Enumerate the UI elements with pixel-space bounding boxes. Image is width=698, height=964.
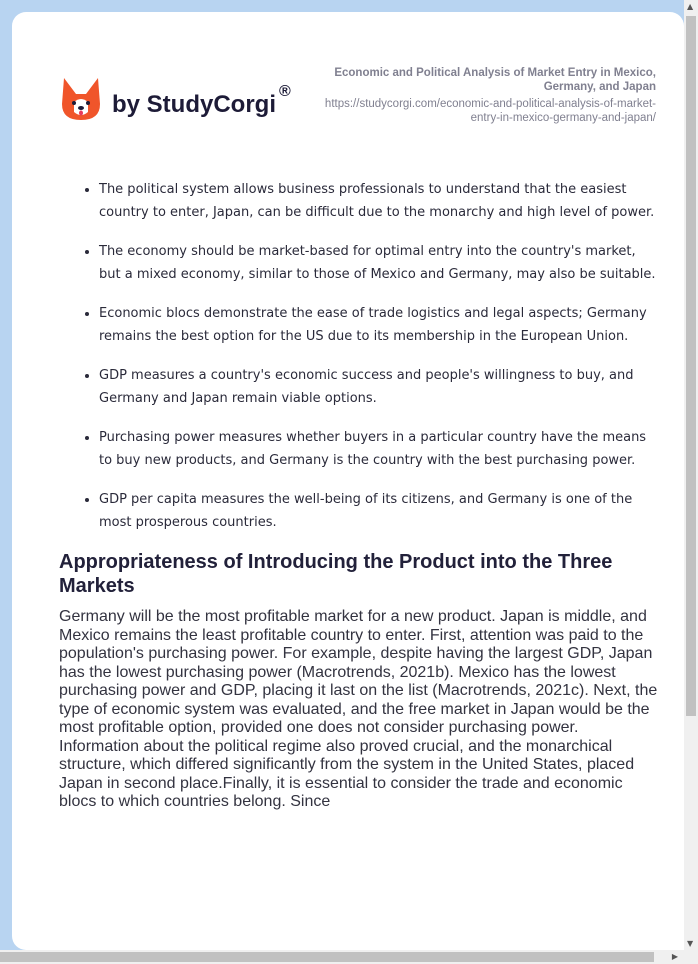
document-title: Economic and Political Analysis of Market Entry in Mexico, Germany, and Japan: [334, 67, 656, 93]
list-item: • Purchasing power measures whether buyers in a particular country have the means to buy new products, and Germany is the country with the best purchasing power.: [99, 426, 659, 472]
list-item: • The economy should be market-based for optimal entry into the country's market, but a mixed economy, similar to those of Mexico and Germany, may also be suitable.: [99, 240, 659, 286]
brand-name: by StudyCorgi ®: [112, 83, 291, 118]
document-content: [59, 178, 659, 812]
scroll-down-arrow-icon[interactable]: ▼: [687, 939, 694, 948]
scroll-up-arrow-icon[interactable]: ▲: [687, 2, 694, 11]
vertical-scrollbar[interactable]: [684, 0, 698, 950]
scroll-right-arrow-icon[interactable]: ▶: [671, 952, 678, 961]
list-item: • Economic blocs demonstrate the ease of trade logistics and legal aspects; Germany remains the best option for the US due to its membership in the European Union.: [99, 302, 659, 348]
document-card: [12, 12, 684, 950]
bullet-list: [59, 178, 659, 534]
studycorgi-logo[interactable]: [60, 76, 291, 122]
document-url[interactable]: https://studycorgi.com/economic-and-political-analysis-of-market-entry-in-mexico-germany-and-japan/: [324, 98, 656, 124]
horizontal-scrollbar[interactable]: [0, 950, 698, 964]
section-heading: Appropriateness of Introducing the Product into the Three Markets: [59, 551, 613, 597]
document-header: [296, 66, 656, 125]
list-item: • The political system allows business professionals to understand that the easiest country to enter, Japan, can be difficult due to the monarchy and high level of power.: [99, 178, 659, 224]
vertical-scroll-thumb[interactable]: [686, 16, 696, 716]
section-paragraph: Germany will be the most profitable market for a new product. Japan is middle, and Mexico remains the least profitable country to enter. First, attention was paid to the population's purchasing power. For example, despite having the largest GDP, Japan has the lowest purchasing power (Macrotrends, 2021b). Mexico has the lowest purchasing power and GDP, placing it last on the list (Macrotrends, 2021c). Next, the type of economic system was evaluated, and the free market in Japan would be the most profitable option, provided one does not consider purchasing power. Information about the political regime also proved crucial, and the monarchical structure, which differed significantly from the system in the United States, placed Japan in second place.Finally, it is essential to consider the trade and economic blocs to which countries belong. Since: [59, 608, 658, 810]
list-item: • GDP per capita measures the well-being of its citizens, and Germany is one of the most prosperous countries.: [99, 488, 659, 534]
list-item: • GDP measures a country's economic success and people's willingness to buy, and Germany and Japan remain viable options.: [99, 364, 659, 410]
corgi-icon: [60, 76, 102, 122]
horizontal-scroll-thumb[interactable]: [0, 952, 654, 962]
